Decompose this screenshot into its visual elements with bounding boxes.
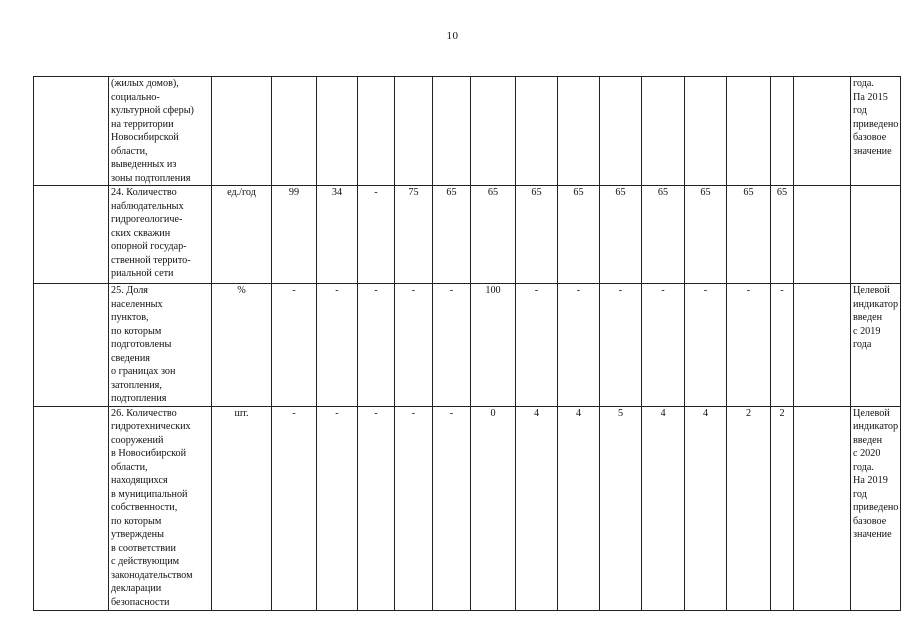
value-cell: - (685, 284, 727, 407)
empty-cell (34, 284, 109, 407)
value-cell: 4 (685, 406, 727, 610)
value-cell (317, 77, 358, 186)
value-cell (727, 77, 771, 186)
value-cell: 65 (685, 186, 727, 284)
value-cell: - (395, 406, 433, 610)
value-cell: 65 (558, 186, 600, 284)
indicators-table (33, 76, 901, 611)
value-cell (358, 77, 395, 186)
indicator-name-cell: (жилых домов), социально- культурной сферы) на территории Новосибирской области, выведенных из зоны подтопления (109, 77, 212, 186)
table-row (34, 186, 901, 284)
indicator-name-cell: 25. Доля населенных пунктов, по которым подготовлены сведения о границах зон затопления, подтопления (109, 284, 212, 407)
value-cell: 99 (272, 186, 317, 284)
value-cell: 65 (516, 186, 558, 284)
value-cell: - (558, 284, 600, 407)
note-cell: года. Па 2015 год приведено базовое значение (851, 77, 901, 186)
value-cell: 34 (317, 186, 358, 284)
unit-cell: % (212, 284, 272, 407)
value-cell: - (272, 406, 317, 610)
value-cell (600, 77, 642, 186)
value-cell (395, 77, 433, 186)
value-cell (471, 77, 516, 186)
value-cell: 65 (471, 186, 516, 284)
value-cell (516, 77, 558, 186)
value-cell: - (433, 406, 471, 610)
empty-cell (34, 406, 109, 610)
value-cell: 4 (558, 406, 600, 610)
value-cell: - (358, 186, 395, 284)
value-cell: - (395, 284, 433, 407)
empty-cell (34, 77, 109, 186)
value-cell: 4 (516, 406, 558, 610)
value-cell: 65 (433, 186, 471, 284)
value-cell (794, 406, 851, 610)
empty-cell (34, 186, 109, 284)
value-cell: 4 (642, 406, 685, 610)
value-cell: - (600, 284, 642, 407)
table-row (34, 77, 901, 186)
value-cell: - (642, 284, 685, 407)
note-cell: Целевой индикатор введен с 2019 года (851, 284, 901, 407)
value-cell (771, 77, 794, 186)
indicator-name-cell: 24. Количество наблюдательных гидрогеологиче- ских скважин опорной государ- ственной террито- риальной сети (109, 186, 212, 284)
value-cell (794, 77, 851, 186)
value-cell: - (272, 284, 317, 407)
value-cell: 0 (471, 406, 516, 610)
unit-cell (212, 77, 272, 186)
value-cell: 75 (395, 186, 433, 284)
value-cell: 5 (600, 406, 642, 610)
value-cell (642, 77, 685, 186)
value-cell: - (358, 284, 395, 407)
value-cell: 100 (471, 284, 516, 407)
value-cell (794, 186, 851, 284)
indicator-name-cell: 26. Количество гидротехнических сооружений в Новосибирской области, находящихся в муниципальной собственности, по которым утверждены в соответствии с действующим законодательством декларации безопасности (109, 406, 212, 610)
value-cell (272, 77, 317, 186)
unit-cell: шт. (212, 406, 272, 610)
value-cell: 65 (727, 186, 771, 284)
value-cell: 65 (600, 186, 642, 284)
note-cell: Целевой индикатор введен с 2020 года. На 2019 год приведено базовое значение (851, 406, 901, 610)
value-cell: - (317, 406, 358, 610)
value-cell (685, 77, 727, 186)
table-row (34, 284, 901, 407)
table-row (34, 406, 901, 610)
value-cell: 2 (727, 406, 771, 610)
value-cell: - (358, 406, 395, 610)
page-number: 10 (446, 30, 459, 42)
value-cell: - (433, 284, 471, 407)
value-cell (794, 284, 851, 407)
value-cell: - (516, 284, 558, 407)
value-cell: 65 (771, 186, 794, 284)
value-cell: 2 (771, 406, 794, 610)
value-cell: 65 (642, 186, 685, 284)
value-cell (433, 77, 471, 186)
note-cell (851, 186, 901, 284)
unit-cell: ед./год (212, 186, 272, 284)
value-cell: - (317, 284, 358, 407)
value-cell: - (727, 284, 771, 407)
value-cell (558, 77, 600, 186)
value-cell: - (771, 284, 794, 407)
